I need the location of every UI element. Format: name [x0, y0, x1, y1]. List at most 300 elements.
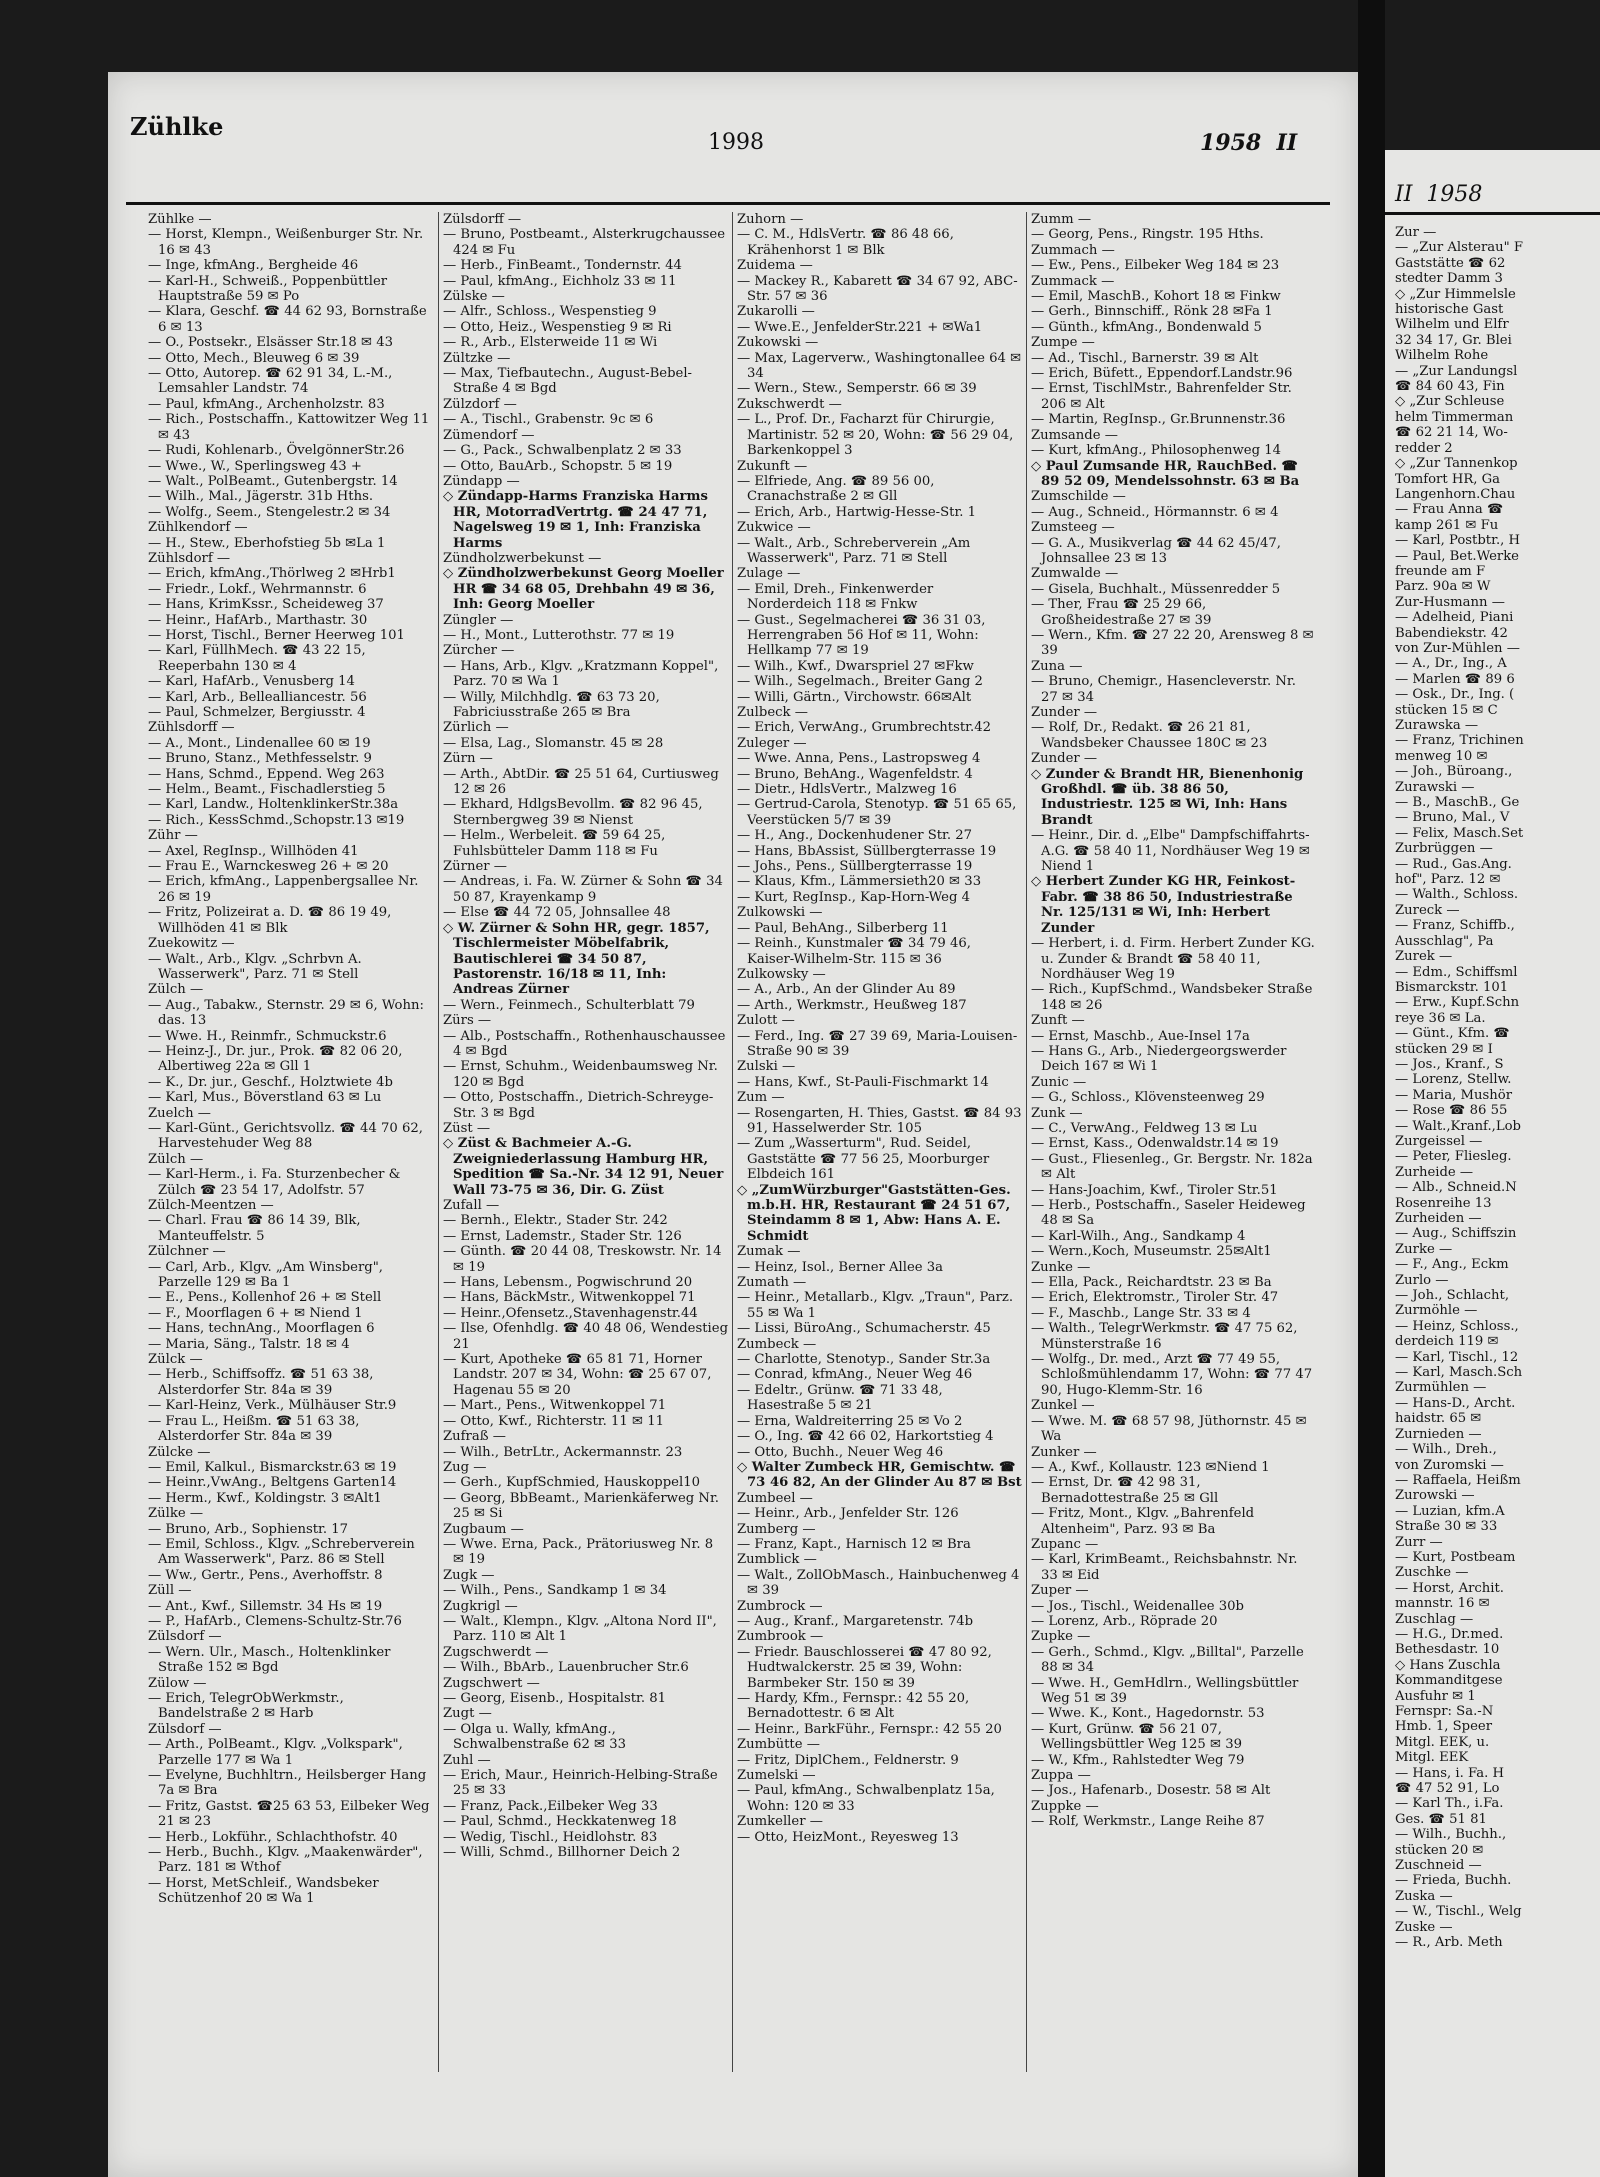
directory-entry: — Luzian, kfm.A	[1395, 1503, 1505, 1519]
directory-entry: Zumath —	[737, 1275, 807, 1291]
directory-entry: Zültzke —	[443, 350, 511, 366]
directory-entry: ◇ Zündapp-Harms Franziska Harms HR, MotorradVertrtg. ☎ 24 47 71, Nagelsweg 19 ✉ 1, Inh: Franziska Harms	[443, 489, 708, 551]
directory-entry: — Ernst, Maschb., Aue-Insel 17a	[1031, 1028, 1250, 1044]
directory-entry: — Aug., Tabakw., Sternstr. 29 ✉ 6, Wohn: das. 13	[148, 997, 424, 1029]
directory-entry: — Conrad, kfmAng., Neuer Weg 46	[737, 1367, 973, 1383]
directory-entry: Zulott —	[737, 1013, 795, 1029]
directory-entry: — Georg, BbBeamt., Marienkäferweg Nr. 25 ✉ Si	[443, 1490, 719, 1522]
directory-entry: — Helm., Werbeleit. ☎ 59 64 25, Fuhlsbütteler Damm 118 ✉ Fu	[443, 828, 666, 859]
directory-entry: Zuhorn —	[737, 212, 804, 227]
directory-entry: — Wwe., W., Sperlingsweg 43 +	[148, 458, 362, 474]
directory-entry: — Elsa, Lag., Slomanstr. 45 ✉ 28	[443, 735, 664, 751]
directory-entry: — Karl, KrimBeamt., Reichsbahnstr. Nr. 33 ✉ Eid	[1031, 1552, 1298, 1583]
directory-entry: Zunder —	[1031, 705, 1098, 720]
directory-entry: Zukschwerdt —	[737, 396, 842, 412]
directory-entry: — Ernst, Lademstr., Stader Str. 126	[443, 1228, 682, 1244]
directory-entry: — Otto, Kwf., Richterstr. 11 ✉ 11	[443, 1413, 664, 1429]
directory-entry: Zunke —	[1031, 1259, 1091, 1275]
directory-entry: — Helm., Beamt., Fischadlerstieg 5	[148, 782, 386, 798]
directory-entry: — Fritz, DiplChem., Feldnerstr. 9	[737, 1752, 959, 1768]
directory-entry: — Günth., kfmAng., Bondenwald 5	[1031, 319, 1262, 335]
directory-entry: ◇ Züst & Bachmeier A.-G. Zweigniederlassung Hamburg HR, Spedition ☎ Sa.-Nr. 34 12 91, Neuer Wall 73-75 ✉ 36, Dir. G. Züst	[443, 1136, 724, 1198]
directory-entry: — Rolf, Werkmstr., Lange Reihe 87	[1031, 1814, 1265, 1830]
directory-entry: — Aug., Schiffszin	[1395, 1226, 1517, 1242]
directory-column-3	[737, 212, 1022, 2082]
directory-entry: — Wwe. H., Reinmfr., Schmuckstr.6	[148, 1028, 387, 1044]
directory-entry: Zülch-Meentzen —	[148, 1198, 274, 1213]
directory-entry: Zurnieden —	[1395, 1426, 1482, 1442]
directory-entry: Zunic —	[1031, 1074, 1087, 1090]
directory-entry: Zurheiden —	[1395, 1211, 1482, 1226]
book-gutter	[1358, 0, 1385, 2177]
directory-entry: — W., Tischl., Welg	[1395, 1904, 1522, 1920]
directory-entry: — Hans, Kwf., St-Pauli-Fischmarkt 14	[737, 1074, 989, 1090]
directory-entry: — Paul, Schmd., Heckkatenweg 18	[443, 1814, 677, 1830]
directory-entry: — Rosengarten, H. Thies, Gastst. ☎ 84 93 91, Hasselwerder Str. 105	[737, 1105, 1022, 1136]
directory-entry: Zülke —	[148, 1506, 204, 1522]
directory-entry: — Friedr., Lokf., Wehrmannstr. 6	[148, 581, 367, 597]
directory-entry: — Karl, Arb., Bellealliancestr. 56	[148, 689, 367, 705]
right-running-head: II 1958	[1395, 182, 1483, 207]
directory-entry: — Walt.,Kranf.,Lob	[1395, 1118, 1521, 1134]
directory-entry: — Ant., Kwf., Sillemstr. 34 Hs ✉ 19	[148, 1598, 383, 1614]
directory-entry: Zülchner —	[148, 1244, 226, 1260]
directory-entry: — Ekhard, HdlgsBevollm. ☎ 82 96 45, Sternbergweg 39 ✉ Nienst	[443, 797, 703, 828]
directory-entry: Zühlsdorf —	[148, 550, 231, 566]
directory-entry: — Karl, Landw., HoltenklinkerStr.38a	[148, 797, 399, 813]
directory-entry: Zurek —	[1395, 949, 1453, 965]
directory-entry: — Frau L., Heißm. ☎ 51 63 38, Alsterdorfer Str. 84a ✉ 39	[148, 1413, 360, 1445]
directory-entry: — Adelheid, Piani	[1395, 610, 1514, 626]
directory-entry: — Paul, Schmelzer, Bergiusstr. 4	[148, 705, 366, 720]
directory-entry: Zurawski —	[1395, 779, 1475, 795]
directory-entry: — Wwe. Anna, Pens., Lastropsweg 4	[737, 751, 981, 767]
directory-entry: — Karl, HafArb., Venusberg 14	[148, 674, 355, 690]
directory-entry: — Erich, VerwAng., Grumbrechtstr.42	[737, 720, 991, 736]
directory-entry: — Hans, technAng., Moorflagen 6	[148, 1321, 375, 1337]
directory-entry: — Gerh., Schmd., Klgv. „Billtal", Parzelle 88 ✉ 34	[1031, 1644, 1304, 1676]
directory-entry: — Emil, MaschB., Kohort 18 ✉ Finkw	[1031, 289, 1281, 305]
directory-entry: — Emil, Schloss., Klgv. „Schreberverein Am Wasserwerk", Parz. 86 ✉ Stell	[148, 1536, 415, 1568]
directory-entry: Zureck —	[1395, 902, 1460, 918]
directory-entry: — Otto, Mech., Bleuweg 6 ✉ 39	[148, 350, 360, 366]
directory-entry: — Peter, Fliesleg.	[1395, 1149, 1512, 1165]
directory-entry: — Bruno, BehAng., Wagenfeldstr. 4	[737, 766, 973, 782]
directory-entry: — Hans, KrimKssr., Scheideweg 37	[148, 597, 384, 613]
directory-entry: — Jos., Tischl., Weidenallee 30b	[1031, 1598, 1244, 1614]
directory-entry: Zuske —	[1395, 1919, 1453, 1935]
directory-entry: — Franz, Trichinen	[1395, 733, 1524, 749]
directory-entry: — Horst, Archit.	[1395, 1580, 1504, 1596]
directory-entry: ◇ „ZumWürzburger"Gaststätten-Ges. m.b.H. HR, Restaurant ☎ 24 51 67, Steindamm 8 ✉ 1, Abw: Hans A. E. Schmidt	[737, 1182, 1011, 1244]
directory-entry: Zülch —	[148, 1151, 204, 1167]
directory-entry: menweg 10 ✉	[1395, 748, 1488, 764]
directory-entry: Babendiekstr. 42	[1395, 625, 1508, 641]
directory-entry: haidstr. 65 ✉	[1395, 1411, 1482, 1427]
directory-entry: Zülcke —	[148, 1444, 211, 1460]
directory-entry: — Wilh., BetrLtr., Ackermannstr. 23	[443, 1444, 683, 1460]
directory-entry: — A., Tischl., Grabenstr. 9c ✉ 6	[443, 412, 654, 428]
directory-entry: — Erich, kfmAng., Lappenbergsallee Nr. 26 ✉ 19	[148, 874, 419, 905]
directory-entry: — Fritz, Polizeirat a. D. ☎ 86 19 49, Willhöden 41 ✉ Blk	[148, 905, 392, 936]
directory-entry: — Else ☎ 44 72 05, Johnsallee 48	[443, 905, 671, 921]
directory-entry: — Frieda, Buchh.	[1395, 1873, 1512, 1889]
directory-entry: Fernspr: Sa.-N	[1395, 1704, 1494, 1719]
directory-entry: — G., Schloss., Klövensteenweg 29	[1031, 1090, 1265, 1106]
directory-entry: — Inge, kfmAng., Bergheide 46	[148, 258, 359, 274]
directory-entry: — Herb., FinBeamt., Tondernstr. 44	[443, 258, 682, 274]
directory-entry: — Erw., Kupf.Schn	[1395, 995, 1520, 1011]
directory-entry: Zuper —	[1031, 1583, 1089, 1599]
directory-entry: — Erich, TelegrObWerkmstr., Bandelstraße 2 ✉ Harb	[148, 1691, 344, 1722]
directory-entry: — Kurt, Postbeam	[1395, 1549, 1516, 1565]
directory-entry: — Karl-Herm., i. Fa. Sturzenbecher & Zülch ☎ 23 54 17, Adolfstr. 57	[148, 1167, 401, 1198]
directory-entry: Ausfuhr ✉ 1	[1395, 1688, 1476, 1704]
directory-entry: Langenhorn.Chau	[1395, 486, 1516, 502]
directory-entry: — Paul, kfmAng., Archenholzstr. 83	[148, 396, 385, 412]
directory-entry: — Ferd., Ing. ☎ 27 39 69, Maria-Louisen-Straße 90 ✉ 39	[737, 1028, 1018, 1059]
directory-entry: Zuleger —	[737, 735, 807, 751]
year-volume: 1958 II	[1200, 130, 1298, 156]
directory-entry: — Aug., Kranf., Margaretenstr. 74b	[737, 1613, 974, 1629]
directory-entry: — Bruno, Postbeamt., Alsterkrugchaussee 424 ✉ Fu	[443, 227, 726, 258]
directory-entry: — Reinh., Kunstmaler ☎ 34 79 46, Kaiser-Wilhelm-Str. 115 ✉ 36	[737, 936, 971, 967]
directory-entry: — A., Dr., Ing., A	[1395, 656, 1507, 672]
directory-entry: Zuppa —	[1031, 1768, 1091, 1784]
directory-entry: Zukarolli —	[737, 304, 815, 320]
directory-entry: Zunk —	[1031, 1105, 1083, 1121]
directory-entry: Zurowski —	[1395, 1488, 1475, 1504]
directory-entry: — Felix, Masch.Set	[1395, 825, 1524, 841]
directory-entry: Zunkel —	[1031, 1398, 1095, 1414]
directory-entry: — Wern. Ulr., Masch., Holtenklinker Straße 152 ✉ Bgd	[148, 1644, 391, 1676]
directory-entry: Zulkowsky —	[737, 966, 826, 982]
directory-entry: — Wolfg., Seem., Stengelestr.2 ✉ 34	[148, 504, 391, 520]
directory-entry: — Ernst, Kass., Odenwaldstr.14 ✉ 19	[1031, 1136, 1279, 1152]
directory-entry: — Rolf, Dr., Redakt. ☎ 26 21 81, Wandsbeker Chaussee 180C ✉ 23	[1031, 720, 1268, 751]
directory-entry: von Zuromski —	[1395, 1457, 1504, 1473]
directory-entry: — Wilh., Dreh.,	[1395, 1442, 1497, 1458]
directory-entry: Zumbeel —	[737, 1490, 813, 1506]
directory-entry: — Edeltr., Grünw. ☎ 71 33 48, Hasestraße 5 ✉ 21	[737, 1382, 943, 1414]
directory-entry: Züst —	[443, 1120, 491, 1136]
directory-entry: — Heinr.,Ofensetz.,Stavenhagenstr.44	[443, 1305, 698, 1321]
directory-entry: Zühr —	[148, 828, 198, 844]
directory-entry: — Mackey R., Kabarett ☎ 34 67 92, ABC-Str. 57 ✉ 36	[737, 273, 1018, 305]
directory-entry: — Andreas, i. Fa. W. Zürner & Sohn ☎ 34 50 87, Krayenkamp 9	[443, 874, 723, 905]
directory-entry: — Arth., PolBeamt., Klgv. „Volkspark", Parzelle 177 ✉ Wa 1	[148, 1737, 403, 1768]
directory-entry: freunde am F	[1395, 563, 1486, 579]
directory-entry: Zunker —	[1031, 1444, 1097, 1460]
directory-entry: Zumschilde —	[1031, 489, 1126, 505]
right-directory-column	[1395, 225, 1600, 2165]
directory-entry: Kommanditgese	[1395, 1673, 1503, 1689]
directory-entry: redder 2	[1395, 440, 1453, 456]
directory-entry: — Arth., Werkmstr., Heußweg 187	[737, 997, 967, 1013]
directory-entry: Tomfort HR, Ga	[1395, 471, 1501, 487]
directory-entry: Zurmühlen —	[1395, 1380, 1487, 1396]
directory-entry: Züll —	[148, 1583, 192, 1599]
directory-entry: Zuna —	[1031, 658, 1083, 674]
directory-entry: Züngler —	[443, 612, 514, 628]
directory-entry: Zufraß —	[443, 1429, 506, 1445]
directory-entry: Rosenreihe 13	[1395, 1195, 1492, 1211]
directory-entry: — Dietr., HdlsVertr., Malzweg 16	[737, 782, 957, 798]
directory-entry: — Bruno, Chemigr., Hasencleverstr. Nr. 27 ✉ 34	[1031, 674, 1296, 705]
directory-entry: — Herbert, i. d. Firm. Herbert Zunder KG. u. Zunder & Brandt ☎ 58 40 11, Nordhäuser Weg 19	[1031, 936, 1315, 982]
directory-entry: — Franz, Schiffb.,	[1395, 918, 1515, 934]
directory-entry: — A., Arb., An der Glinder Au 89	[737, 982, 956, 998]
directory-entry: — G., Pack., Schwalbenplatz 2 ✉ 33	[443, 443, 682, 459]
directory-entry: Zülsdorf —	[148, 1721, 222, 1737]
directory-entry: Wilhelm und Elfr	[1395, 317, 1509, 333]
directory-entry: — Wern., Stew., Semperstr. 66 ✉ 39	[737, 381, 977, 397]
directory-entry: Zündapp —	[443, 473, 520, 489]
directory-entry: Zumkeller —	[737, 1814, 823, 1830]
directory-entry: Zumbütte —	[737, 1737, 820, 1753]
directory-entry: — Hans, Arb., Klgv. „Kratzmann Koppel", Parz. 70 ✉ Wa 1	[443, 658, 719, 690]
directory-entry: — Rud., Gas.Ang.	[1395, 856, 1512, 872]
directory-entry: — Erna, Waldreiterring 25 ✉ Vo 2	[737, 1413, 963, 1429]
directory-entry: — Gertrud-Carola, Stenotyp. ☎ 51 65 65, Veerstücken 5/7 ✉ 39	[737, 797, 1017, 828]
directory-entry: ◇ „Zur Schleuse	[1395, 394, 1505, 410]
directory-entry: Zülsdorf —	[148, 1629, 222, 1645]
directory-entry: — Maria, Säng., Talstr. 18 ✉ 4	[148, 1336, 350, 1352]
directory-entry: — Alb., Postschaffn., Rothenhauschaussee 4 ✉ Bgd	[443, 1028, 726, 1059]
directory-entry: Zürner —	[443, 859, 507, 875]
directory-entry: — H., Stew., Eberhofstieg 5b ✉La 1	[148, 535, 386, 551]
directory-entry: — Osk., Dr., Ing. (	[1395, 687, 1515, 703]
directory-entry: Zuschlag —	[1395, 1611, 1474, 1627]
directory-entry: — Erich, Maur., Heinrich-Helbing-Straße 25 ✉ 33	[443, 1768, 718, 1799]
directory-entry: — Heinz, Isol., Berner Allee 3a	[737, 1259, 944, 1275]
column-divider	[1026, 212, 1027, 2072]
directory-entry: — Wern., Kfm. ☎ 27 22 20, Arensweg 8 ✉ 39	[1031, 627, 1314, 659]
directory-entry: — Gerh., Binnschiff., Rönk 28 ✉Fa 1	[1031, 304, 1273, 320]
directory-entry: Zürcher —	[443, 643, 515, 659]
directory-entry: Zündholzwerbekunst —	[443, 550, 602, 566]
directory-entry: Mitgl. EEK, u.	[1395, 1734, 1490, 1750]
directory-entry: — Horst, MetSchleif., Wandsbeker Schützenhof 20 ✉ Wa 1	[148, 1875, 379, 1907]
directory-entry: Zuidema —	[737, 258, 813, 274]
directory-entry: — Willi, Gärtn., Virchowstr. 66✉Alt	[737, 689, 972, 705]
directory-entry: — Carl, Arb., Klgv. „Am Winsberg", Parzelle 129 ✉ Ba 1	[148, 1259, 383, 1291]
directory-entry: — Wilh., Pens., Sandkamp 1 ✉ 34	[443, 1583, 667, 1599]
directory-entry: — Kurt, Apotheke ☎ 65 81 71, Horner Landstr. 207 ✉ 34, Wohn: ☎ 25 67 07, Hagenau 55 ✉ 20	[443, 1352, 712, 1398]
directory-entry: — F., Maschb., Lange Str. 33 ✉ 4	[1031, 1305, 1251, 1321]
directory-entry: — W., Kfm., Rahlstedter Weg 79	[1031, 1752, 1245, 1768]
directory-entry: — Horst, Tischl., Berner Heerweg 101	[148, 627, 405, 643]
directory-entry: — Joh., Schlacht,	[1395, 1288, 1510, 1304]
directory-entry: Zümendorf —	[443, 427, 535, 443]
directory-entry: — C. M., HdlsVertr. ☎ 86 48 66, Krähenhorst 1 ✉ Blk	[737, 227, 954, 258]
running-head-keyword: Zühlke	[130, 112, 224, 141]
directory-entry: Zunft —	[1031, 1013, 1085, 1029]
directory-entry: — Hans, BäckMstr., Witwenkoppel 71	[443, 1290, 696, 1306]
directory-entry: Zürn —	[443, 751, 493, 767]
directory-entry: 32 34 17, Gr. Blei	[1395, 332, 1512, 348]
directory-entry: — Rich., KessSchmd.,Schopstr.13 ✉19	[148, 812, 405, 828]
directory-entry: — Karl-H., Schweiß., Poppenbüttler Hauptstraße 59 ✉ Po	[148, 273, 388, 305]
directory-entry: — Otto, Autorep. ☎ 62 91 34, L.-M., Lemsahler Landstr. 74	[148, 366, 393, 397]
directory-entry: Zuppke —	[1031, 1798, 1099, 1814]
directory-entry: — Georg, Pens., Ringstr. 195 Hths.	[1031, 227, 1264, 243]
directory-entry: — Bruno, Arb., Sophienstr. 17	[148, 1521, 349, 1537]
directory-entry: Zulage —	[737, 566, 801, 582]
directory-entry: — O., Postsekr., Elsässer Str.18 ✉ 43	[148, 335, 394, 351]
directory-entry: — Karl-Günt., Gerichtsvollz. ☎ 44 70 62, Harvestehuder Weg 88	[148, 1120, 423, 1152]
directory-entry: — Wwe. H., GemHdlrn., Wellingsbüttler Weg 51 ✉ 39	[1031, 1675, 1299, 1706]
directory-entry: — Olga u. Wally, kfmAng., Schwalbenstraße 62 ✉ 33	[443, 1721, 627, 1753]
directory-entry: — Willy, Milchhdlg. ☎ 63 73 20, Fabriciusstraße 265 ✉ Bra	[443, 689, 660, 720]
directory-entry: — Franz, Kapt., Harnisch 12 ✉ Bra	[737, 1536, 971, 1552]
directory-entry: — Wilh., Mal., Jägerstr. 31b Hths.	[148, 489, 374, 505]
directory-entry: ◇ Hans Zuschla	[1395, 1657, 1501, 1673]
directory-entry: ☎ 62 21 14, Wo-	[1395, 425, 1508, 441]
directory-entry: — Bruno, Mal., V	[1395, 810, 1510, 826]
directory-entry: Zum —	[737, 1090, 785, 1106]
directory-entry: Zühlkendorf —	[148, 520, 248, 536]
directory-entry: — Ww., Gertr., Pens., Averhoffstr. 8	[148, 1567, 383, 1583]
directory-entry: — Herb., Lokführ., Schlachthofstr. 40	[148, 1829, 398, 1845]
directory-entry: — Hans, Schmd., Eppend. Weg 263	[148, 766, 385, 782]
directory-entry: — Klara, Geschf. ☎ 44 62 93, Bornstraße 6 ✉ 13	[148, 304, 427, 335]
directory-entry: Zurlo —	[1395, 1272, 1449, 1288]
directory-entry: — Wwe.E., JenfelderStr.221 + ✉Wa1	[737, 319, 983, 335]
directory-entry: — Alb., Schneid.N	[1395, 1180, 1517, 1196]
directory-entry: stücken 29 ✉ I	[1395, 1041, 1493, 1057]
directory-entry: — H., Ang., Dockenhudener Str. 27	[737, 828, 973, 844]
directory-entry: — Wwe. M. ☎ 68 57 98, Jüthornstr. 45 ✉ Wa	[1031, 1413, 1307, 1445]
directory-entry: — Wilh., Kwf., Dwarspriel 27 ✉Fkw	[737, 658, 974, 674]
directory-entry: — Bruno, Stanz., Methfesselstr. 9	[148, 751, 372, 767]
directory-entry: Zurgeissel —	[1395, 1133, 1483, 1149]
directory-entry: Zukwice —	[737, 520, 811, 536]
directory-entry: ◇ Herbert Zunder KG HR, Feinkost-Fabr. ☎ 38 86 50, Industriestraße Nr. 125/131 ✉ Wi, Inh: Herbert Zunder	[1031, 874, 1296, 936]
directory-entry: Zumelski —	[737, 1768, 816, 1784]
directory-entry: Zummach —	[1031, 242, 1115, 258]
directory-entry: — Bernh., Elektr., Stader Str. 242	[443, 1213, 668, 1229]
directory-entry: helm Timmerman	[1395, 409, 1514, 425]
directory-entry: — Hans, i. Fa. H	[1395, 1765, 1504, 1781]
directory-entry: — Hans-Joachim, Kwf., Tiroler Str.51	[1031, 1182, 1278, 1198]
directory-entry: — Heinr., Dir. d. „Elbe" Dampfschiffahrts-A.G. ☎ 58 40 11, Nordhäuser Weg 19 ✉ Niend 1	[1031, 828, 1310, 875]
directory-entry: Zumsande —	[1031, 427, 1118, 443]
directory-entry: — K., Dr. jur., Geschf., Holztwiete 4b	[148, 1074, 393, 1090]
directory-entry: — Karl, Mus., Böverstland 63 ✉ Lu	[148, 1090, 382, 1106]
directory-entry: — Paul, BehAng., Silberberg 11	[737, 920, 949, 936]
directory-entry: — Paul, Bet.Werke	[1395, 548, 1519, 564]
directory-entry: — Emil, Dreh., Finkenwerder Norderdeich 118 ✉ Fnkw	[737, 581, 934, 613]
directory-entry: — Rose ☎ 86 55	[1395, 1103, 1508, 1119]
directory-entry: — Heinr., HafArb., Marthastr. 30	[148, 612, 368, 628]
directory-column-1	[148, 212, 433, 2082]
directory-entry: von Zur-Mühlen —	[1395, 640, 1520, 656]
directory-entry: Zumsteeg —	[1031, 520, 1115, 536]
directory-entry: — Ad., Tischl., Barnerstr. 39 ✉ Alt	[1031, 350, 1259, 366]
directory-entry: Zumwalde —	[1031, 566, 1119, 582]
directory-entry: ◇ „Zur Tannenkop	[1395, 456, 1518, 472]
directory-entry: — Johs., Pens., Süllbergterrasse 19	[737, 859, 973, 875]
directory-entry: — Hans G., Arb., Niedergeorgswerder Deich 167 ✉ Wi 1	[1031, 1043, 1287, 1075]
directory-entry: — Paul, kfmAng., Eichholz 33 ✉ 11	[443, 273, 677, 289]
directory-entry: Zumm —	[1031, 212, 1092, 227]
directory-entry: — Heinr.,VwAng., Beltgens Garten14	[148, 1475, 397, 1491]
directory-entry: — Ernst, Schuhm., Weidenbaumsweg Nr. 120 ✉ Bgd	[443, 1059, 718, 1090]
directory-entry: — Rudi, Kohlenarb., ÖvelgönnerStr.26	[148, 443, 405, 459]
directory-entry: — Heinr., BarkFühr., Fernspr.: 42 55 20	[737, 1721, 1002, 1737]
directory-entry: ◇ Paul Zumsande HR, RauchBed. ☎ 89 52 09, Mendelssohnstr. 63 ✉ Ba	[1031, 458, 1300, 489]
right-header-rule	[1385, 212, 1600, 215]
directory-entry: — Wedig, Tischl., Heidlohstr. 83	[443, 1829, 658, 1845]
directory-entry: — Walt., Klempn., Klgv. „Altona Nord II", Parz. 110 ✉ Alt 1	[443, 1613, 717, 1645]
directory-entry: — Walth., Schloss.	[1395, 887, 1519, 903]
directory-entry: — Max, Tiefbautechn., August-Bebel-Straße 4 ✉ Bgd	[443, 366, 693, 397]
directory-entry: — Otto, Heiz., Wespenstieg 9 ✉ Ri	[443, 319, 672, 335]
directory-entry: — Otto, HeizMont., Reyesweg 13	[737, 1829, 959, 1845]
directory-entry: Zumak —	[737, 1244, 801, 1260]
directory-entry: Zumbrock —	[737, 1598, 823, 1614]
directory-entry: — C., VerwAng., Feldweg 13 ✉ Lu	[1031, 1120, 1258, 1136]
directory-entry: Zugt —	[443, 1706, 492, 1722]
directory-entry: — H., Mont., Lutterothstr. 77 ✉ 19	[443, 627, 675, 643]
directory-entry: Zurheide —	[1395, 1164, 1474, 1180]
directory-entry: Ges. ☎ 51 81	[1395, 1811, 1487, 1827]
directory-entry: Zulkowski —	[737, 905, 823, 921]
directory-entry: — Willi, Schmd., Billhorner Deich 2	[443, 1845, 681, 1861]
directory-entry: — F., Moorflagen 6 + ✉ Niend 1	[148, 1305, 363, 1321]
directory-entry: Zumpe —	[1031, 335, 1095, 351]
directory-entry: — R., Arb., Elsterweide 11 ✉ Wi	[443, 335, 658, 351]
directory-entry: Zulski —	[737, 1059, 796, 1075]
directory-entry: — Heinz, Schloss.,	[1395, 1318, 1519, 1334]
directory-entry: Zülske —	[443, 289, 505, 305]
directory-entry: — Günt., Kfm. ☎	[1395, 1026, 1510, 1042]
directory-entry: Zurke —	[1395, 1241, 1453, 1257]
column-divider	[732, 212, 733, 2072]
directory-entry: — Karl Th., i.Fa.	[1395, 1796, 1504, 1812]
directory-entry: — A., Mont., Lindenallee 60 ✉ 19	[148, 735, 371, 751]
directory-entry: ◇ „Zur Himmelsle	[1395, 286, 1516, 302]
directory-entry: — Frau E., Warnckesweg 26 + ✉ 20	[148, 859, 389, 875]
directory-entry: — Frau Anna ☎	[1395, 502, 1504, 518]
directory-entry: — Herb., Buchh., Klgv. „Maakenwärder", Parz. 181 ✉ Wthof	[148, 1845, 423, 1876]
directory-entry: — Erich, Büfett., Eppendorf.Landstr.96	[1031, 366, 1293, 382]
directory-entry: — Karl-Wilh., Ang., Sandkamp 4	[1031, 1228, 1246, 1244]
directory-entry: — H.G., Dr.med.	[1395, 1626, 1504, 1642]
directory-entry: historische Gast	[1395, 302, 1504, 318]
directory-entry: — P., HafArb., Clemens-Schultz-Str.76	[148, 1613, 402, 1629]
directory-entry: Zurmöhle —	[1395, 1303, 1478, 1319]
directory-entry: Zugschwert —	[443, 1675, 540, 1691]
directory-entry: — Heinr., Metallarb., Klgv. „Traun", Parz. 55 ✉ Wa 1	[737, 1290, 1014, 1321]
directory-entry: — Ernst, Dr. ☎ 42 98 31, Bernadottestraße 25 ✉ Gll	[1031, 1475, 1219, 1506]
directory-entry: — Kurt, kfmAng., Philosophenweg 14	[1031, 443, 1282, 459]
directory-entry: — Fritz, Mont., Klgv. „Bahrenfeld Altenheim", Parz. 93 ✉ Ba	[1031, 1506, 1255, 1537]
directory-entry: — Otto, BauArb., Schopstr. 5 ✉ 19	[443, 458, 673, 474]
directory-entry: Zugschwerdt —	[443, 1644, 549, 1660]
directory-entry: — Herb., Postschaffn., Saseler Heideweg 48 ✉ Sa	[1031, 1198, 1306, 1229]
directory-entry: — Walth., TelegrWerkmstr. ☎ 47 75 62, Münsterstraße 16	[1031, 1321, 1298, 1352]
directory-entry: Zumberg —	[737, 1521, 816, 1537]
directory-entry: Zumbrook —	[737, 1629, 824, 1645]
directory-entry: — Karl, Postbtr., H	[1395, 533, 1521, 549]
directory-entry: — Aug., Schneid., Hörmannstr. 6 ✉ 4	[1031, 504, 1279, 520]
directory-entry: — Herm., Kwf., Koldingstr. 3 ✉Alt1	[148, 1490, 382, 1506]
directory-entry: Zumblick —	[737, 1552, 817, 1568]
directory-entry: — Heinz-J., Dr. jur., Prok. ☎ 82 06 20, Albertiweg 22a ✉ Gll 1	[148, 1043, 403, 1075]
directory-entry: — Otto, Buchh., Neuer Weg 46	[737, 1444, 944, 1460]
